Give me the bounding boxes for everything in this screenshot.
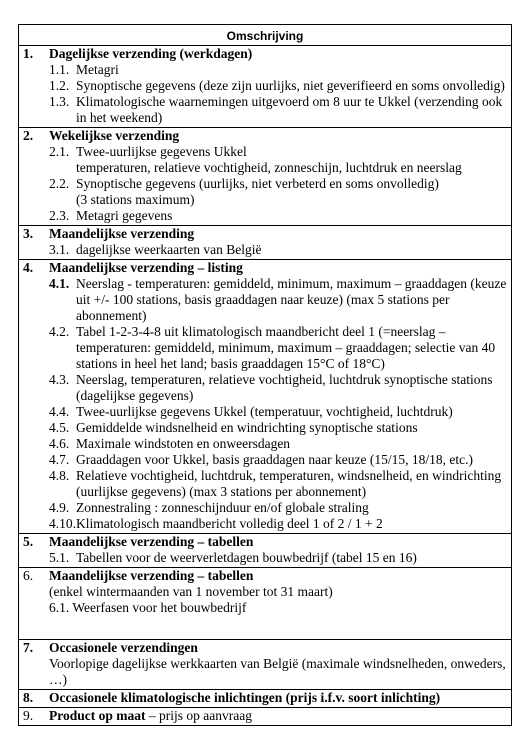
section-title: Product op maat xyxy=(49,708,146,723)
section-number: 8. xyxy=(23,690,34,705)
section-title: Dagelijkse verzending (werkdagen) xyxy=(49,46,253,61)
section-note: Voorlopige dagelijkse werkkaarten van België (maximale windsnelheden, onweders, …) xyxy=(49,656,506,687)
item-text: Metagri xyxy=(76,62,119,77)
item-number: 4.3. xyxy=(49,372,70,387)
item-text: Klimatologisch maandbericht volledig deel 1 of 2 / 1 + 2 xyxy=(76,516,383,531)
list-item xyxy=(23,324,507,372)
list-item xyxy=(23,372,507,404)
section-row xyxy=(19,46,512,128)
item-number: 2.3. xyxy=(49,208,70,223)
item-text: Neerslag, temperaturen, relatieve vochtigheid, luchtdruk synoptische stations (dagelijkse gegevens) xyxy=(76,372,493,403)
section-number: 5. xyxy=(23,534,34,549)
list-item xyxy=(23,500,507,516)
list-item xyxy=(23,144,507,176)
section-number: 7. xyxy=(23,640,34,655)
item-number: 4.4. xyxy=(49,404,70,419)
section-note: 6.1. Weerfasen voor het bouwbedrijf xyxy=(49,600,247,615)
item-number: 4.9. xyxy=(49,500,70,515)
item-number: 4.8. xyxy=(49,468,70,483)
item-number: 1.1. xyxy=(49,62,70,77)
item-number: 2.1. xyxy=(49,144,70,159)
header-row xyxy=(19,25,512,46)
section-row xyxy=(19,128,512,226)
document-page xyxy=(18,24,512,726)
section-title: Occasionele klimatologische inlichtingen (prijs i.f.v. soort inlichting) xyxy=(49,690,441,705)
item-text: dagelijkse weerkaarten van België xyxy=(76,242,262,257)
item-number: 1.3. xyxy=(49,94,70,109)
item-text: Tabel 1-2-3-4-8 uit klimatologisch maandbericht deel 1 (=neerslag – temperaturen: gemiddeld, minimum, maximum – graaddagen; selectie van 40 stations in heel het land; basis graaddagen 15°C of 18°C) xyxy=(76,324,496,371)
section-number: 9. xyxy=(23,708,34,723)
list-item xyxy=(23,404,507,420)
item-text: Relatieve vochtigheid, luchtdruk, temperaturen, windsnelheid, en windrichting (uurlijkse gegevens) (max 3 stations per abonnement) xyxy=(76,468,502,499)
section-title-suffix: – prijs op aanvraag xyxy=(145,708,252,723)
section-note: (enkel wintermaanden van 1 november tot 31 maart) xyxy=(49,584,333,599)
item-number: 4.7. xyxy=(49,452,70,467)
item-text: Gemiddelde windsnelheid en windrichting synoptische stations xyxy=(76,420,418,435)
section-number: 3. xyxy=(23,226,34,241)
item-text: Metagri gegevens xyxy=(76,208,173,223)
list-item xyxy=(23,276,507,324)
section-number: 2. xyxy=(23,128,34,143)
list-item xyxy=(23,516,507,532)
section-number: 1. xyxy=(23,46,34,61)
item-number: 1.2. xyxy=(49,78,70,93)
item-number: 5.1. xyxy=(49,550,70,565)
list-item xyxy=(23,62,507,78)
section-title: Wekelijkse verzending xyxy=(49,128,180,143)
section-row xyxy=(19,708,512,726)
item-text: Zonnestraling : zonneschijnduur en/of globale straling xyxy=(76,500,369,515)
section-number: 4. xyxy=(23,260,34,275)
item-number: 4.2. xyxy=(49,324,70,339)
item-number: 2.2. xyxy=(49,176,70,191)
list-item xyxy=(23,78,507,94)
item-text: Tabellen voor de weerverletdagen bouwbedrijf (tabel 15 en 16) xyxy=(76,550,417,565)
item-text: Maximale windstoten en onweersdagen xyxy=(76,436,291,451)
item-number: 4.6. xyxy=(49,436,70,451)
section-row xyxy=(19,534,512,568)
section-row xyxy=(19,260,512,534)
list-item xyxy=(23,176,507,208)
item-text: Graaddagen voor Ukkel, basis graaddagen naar keuze (15/15, 18/18, etc.) xyxy=(76,452,473,467)
list-item xyxy=(23,420,507,436)
list-item xyxy=(23,452,507,468)
section-row xyxy=(19,640,512,690)
section-title: Maandelijkse verzending – tabellen xyxy=(49,568,254,583)
description-table xyxy=(18,24,512,726)
item-number: 4.10. xyxy=(49,516,76,531)
item-text: Klimatologische waarnemingen uitgevoerd om 8 uur te Ukkel (verzending ook in het weekend) xyxy=(76,94,503,125)
item-text: Twee-uurlijkse gegevens Ukkel temperaturen, relatieve vochtigheid, zonneschijn, luchtdruk en neerslag xyxy=(76,144,462,175)
item-text: Neerslag - temperaturen: gemiddeld, minimum, maximum – graaddagen (keuze uit +/- 100 stations, basis graaddagen naar keuze) (max 5 stations per abonnement) xyxy=(76,276,507,323)
column-header: Omschrijving xyxy=(19,25,512,46)
section-title: Maandelijkse verzending – listing xyxy=(49,260,243,275)
section-row xyxy=(19,568,512,640)
item-number: 4.5. xyxy=(49,420,70,435)
section-number: 6. xyxy=(23,568,34,583)
item-number: 3.1. xyxy=(49,242,70,257)
section-row xyxy=(19,690,512,708)
item-number: 4.1. xyxy=(49,276,70,291)
section-title: Occasionele verzendingen xyxy=(49,640,198,655)
list-item xyxy=(23,94,507,126)
item-text: Synoptische gegevens (deze zijn uurlijks, niet geverifieerd en soms onvolledig) xyxy=(76,78,505,93)
section-row xyxy=(19,226,512,260)
section-title: Maandelijkse verzending xyxy=(49,226,195,241)
item-text: Twee-uurlijkse gegevens Ukkel (temperatuur, vochtigheid, luchtdruk) xyxy=(76,404,453,419)
item-text: Synoptische gegevens (uurlijks, niet verbeterd en soms onvolledig) (3 stations maximum) xyxy=(76,176,439,207)
list-item xyxy=(23,550,507,566)
list-item xyxy=(23,242,507,258)
list-item xyxy=(23,468,507,500)
list-item xyxy=(23,436,507,452)
section-title: Maandelijkse verzending – tabellen xyxy=(49,534,254,549)
list-item xyxy=(23,208,507,224)
